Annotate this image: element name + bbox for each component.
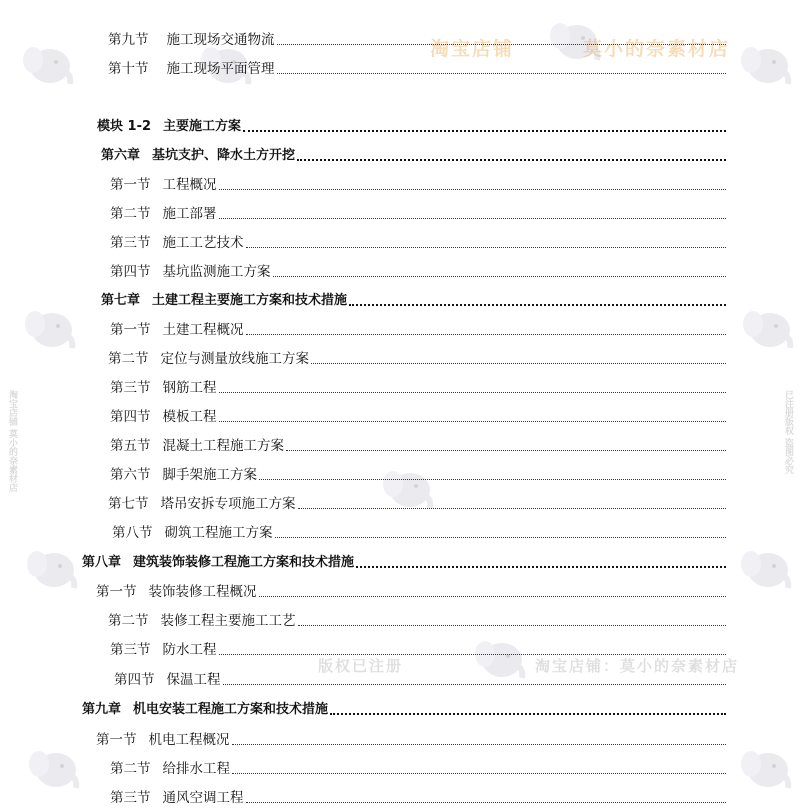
toc-leader-dots xyxy=(219,420,727,422)
toc-leader-dots xyxy=(259,595,727,597)
toc-entry-section[interactable] xyxy=(96,582,726,602)
toc-entry-number: 第二节 xyxy=(108,351,149,367)
toc-entry-number: 第四节 xyxy=(110,264,151,280)
toc-entry-number: 第一节 xyxy=(96,584,137,600)
toc-leader-dots xyxy=(275,536,727,538)
toc-entry-section[interactable] xyxy=(108,494,726,514)
toc-entry-title: 机电工程概况 xyxy=(148,732,230,748)
toc-entry-section[interactable] xyxy=(112,523,726,543)
toc-entry-chapter[interactable] xyxy=(82,700,726,720)
toc-entry-number: 第十节 xyxy=(108,61,149,77)
watermark-copyright: 版权已注册 xyxy=(318,657,404,675)
toc-leader-dots xyxy=(232,772,726,774)
toc-entry-title: 通风空调工程 xyxy=(162,790,244,806)
toc-entry-number: 第三节 xyxy=(110,380,151,396)
toc-entry-section[interactable] xyxy=(108,59,726,79)
toc-entry-section[interactable] xyxy=(110,378,726,398)
toc-entry-number: 第一节 xyxy=(96,732,137,748)
toc-entry-section[interactable] xyxy=(108,349,726,369)
toc-entry-number: 第九节 xyxy=(108,32,149,48)
toc-entry-title: 给排水工程 xyxy=(162,761,230,777)
toc-leader-dots xyxy=(246,801,727,803)
toc-leader-dots xyxy=(273,275,727,277)
toc-leader-dots xyxy=(298,624,727,626)
toc-entry-number: 第五节 xyxy=(110,438,151,454)
watermark-shop-name: 莫小的奈素材店 xyxy=(583,38,731,60)
toc-entry-title: 施工现场交通物流 xyxy=(166,32,275,48)
toc-entry-title: 混凝土工程施工方案 xyxy=(162,438,284,454)
toc-entry-number: 第九章 xyxy=(82,702,122,717)
toc-leader-dots xyxy=(219,188,727,190)
toc-entry-number: 第六节 xyxy=(110,467,151,483)
toc-entry-title: 机电安装工程施工方案和技术措施 xyxy=(133,702,329,717)
toc-entry-title: 装饰装修工程概况 xyxy=(148,584,257,600)
toc-entry-number: 第一节 xyxy=(110,177,151,193)
toc-leader-dots xyxy=(232,743,727,745)
toc-entry-number: 第七节 xyxy=(108,496,149,512)
toc-entry-number: 第三节 xyxy=(110,790,151,806)
toc-entry-number: 第二节 xyxy=(110,761,151,777)
toc-entry-number: 第四节 xyxy=(110,409,151,425)
toc-entry-number: 模块 1-2 xyxy=(97,119,152,134)
toc-entry-title: 脚手架施工方案 xyxy=(162,467,257,483)
toc-entry-chapter[interactable] xyxy=(82,553,726,573)
toc-leader-dots xyxy=(219,217,727,219)
toc-entry-title: 施工部署 xyxy=(162,206,217,222)
toc-entry-number: 第八节 xyxy=(112,525,153,541)
toc-entry-number: 第一节 xyxy=(110,322,151,338)
toc-entry-section[interactable] xyxy=(110,465,726,485)
toc-entry-title: 定位与测量放线施工方案 xyxy=(160,351,309,367)
watermark-side-right: 已注册版权 盗图必究 xyxy=(783,390,793,475)
watermark-shop-label: 淘宝店铺 xyxy=(430,38,515,60)
toc-leader-dots xyxy=(286,449,726,451)
toc-entry-section[interactable] xyxy=(110,407,726,427)
watermark-shop-full: 淘宝店铺：莫小的奈素材店 xyxy=(535,657,740,675)
toc-entry-title: 塔吊安拆专项施工方案 xyxy=(160,496,296,512)
toc-leader-dots xyxy=(219,653,727,655)
toc-entry-title: 基坑监测施工方案 xyxy=(162,264,271,280)
toc-leader-dots xyxy=(223,683,727,685)
toc-entry-section[interactable] xyxy=(110,262,726,282)
toc-entry-title: 土建工程主要施工方案和技术措施 xyxy=(152,293,348,308)
toc-entry-number: 第四节 xyxy=(114,672,155,688)
toc-entry-number: 第三节 xyxy=(110,235,151,251)
toc-leader-dots xyxy=(246,246,727,248)
toc-entry-section[interactable] xyxy=(96,730,726,750)
toc-leader-dots xyxy=(297,158,726,161)
toc-entry-section[interactable] xyxy=(110,788,726,808)
toc-entry-title: 砌筑工程施工方案 xyxy=(164,525,273,541)
toc-entry-section[interactable] xyxy=(110,175,726,195)
toc-entry-number: 第六章 xyxy=(101,148,141,163)
toc-leader-dots xyxy=(311,362,726,364)
toc-leader-dots xyxy=(349,303,726,306)
toc-entry-chapter[interactable] xyxy=(101,291,726,311)
toc-entry-title: 保温工程 xyxy=(166,672,221,688)
toc-entry-section[interactable] xyxy=(108,30,726,50)
toc-entry-section[interactable] xyxy=(110,436,726,456)
toc-entry-module[interactable] xyxy=(97,117,726,137)
toc-entry-number: 第七章 xyxy=(101,293,141,308)
toc-entry-section[interactable] xyxy=(110,759,726,779)
watermark-side-left: 淘宝店铺 莫小的奈素材店 xyxy=(7,390,17,493)
toc-leader-dots xyxy=(277,43,727,45)
toc-leader-dots xyxy=(298,507,727,509)
toc-entry-title: 防水工程 xyxy=(162,642,217,658)
toc-entry-title: 工程概况 xyxy=(162,177,217,193)
toc-leader-dots xyxy=(259,478,726,480)
toc-entry-title: 钢筋工程 xyxy=(162,380,217,396)
toc-entry-title: 土建工程概况 xyxy=(162,322,244,338)
toc-entry-number: 第三节 xyxy=(110,642,151,658)
toc-entry-chapter[interactable] xyxy=(101,146,726,166)
toc-leader-dots xyxy=(219,391,727,393)
toc-leader-dots xyxy=(246,333,727,335)
toc-entry-section[interactable] xyxy=(110,233,726,253)
toc-entry-number: 第八章 xyxy=(82,555,122,570)
toc-leader-dots xyxy=(330,712,726,715)
toc-entry-section[interactable] xyxy=(110,640,726,660)
toc-leader-dots xyxy=(356,565,726,568)
toc-entry-title: 模板工程 xyxy=(162,409,217,425)
toc-entry-title: 装修工程主要施工工艺 xyxy=(160,613,296,629)
toc-entry-title: 施工工艺技术 xyxy=(162,235,244,251)
toc-entry-section[interactable] xyxy=(108,611,726,631)
toc-entry-title: 施工现场平面管理 xyxy=(166,61,275,77)
toc-entry-title: 基坑支护、降水土方开挖 xyxy=(152,148,296,163)
toc-entry-section[interactable] xyxy=(110,204,726,224)
toc-entry-number: 第二节 xyxy=(110,206,151,222)
toc-leader-dots xyxy=(277,72,727,74)
toc-entry-title: 主要施工方案 xyxy=(163,119,242,134)
toc-entry-section[interactable] xyxy=(110,320,726,340)
toc-entry-title: 建筑装饰装修工程施工方案和技术措施 xyxy=(133,555,355,570)
toc-leader-dots xyxy=(243,129,726,132)
toc-entry-section[interactable] xyxy=(114,670,726,690)
toc-entry-number: 第二节 xyxy=(108,613,149,629)
